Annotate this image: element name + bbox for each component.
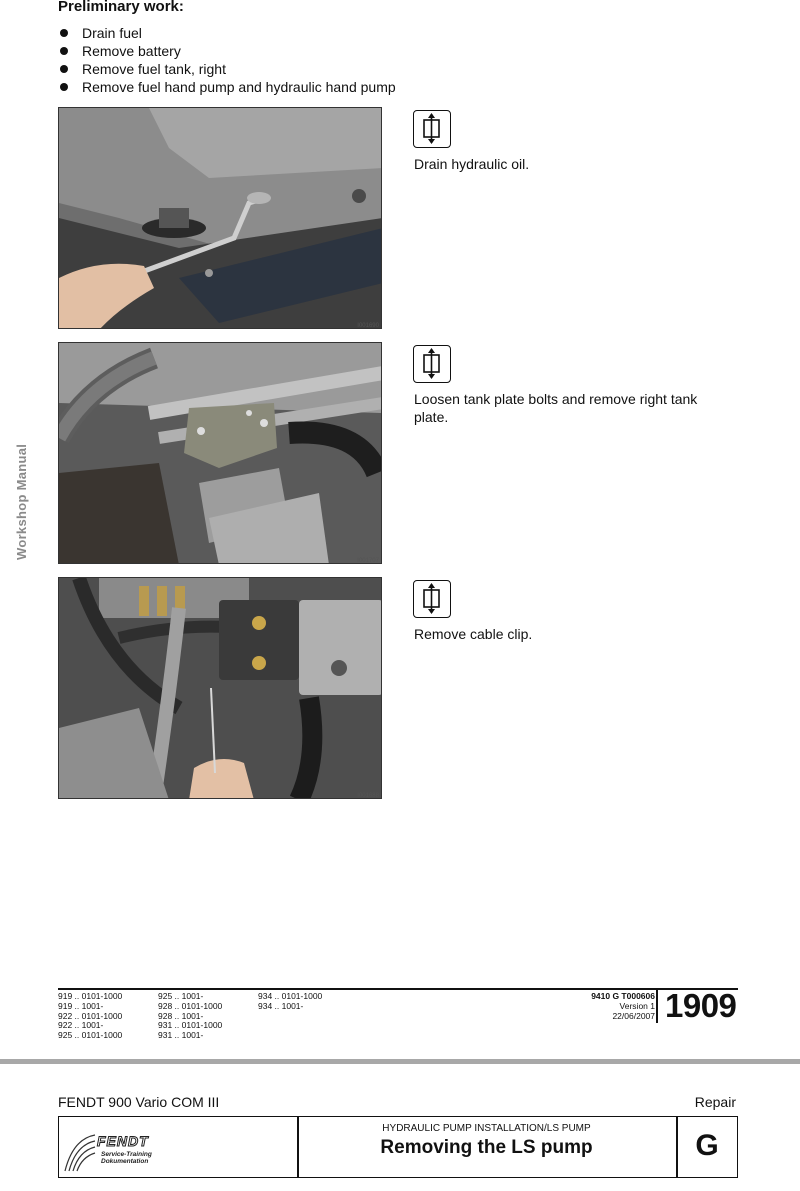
document-date: 22/06/2007 xyxy=(612,1010,655,1021)
step-action-icon xyxy=(413,580,451,618)
model-list: 934 .. 0101-1000 934 .. 1001- xyxy=(258,991,323,1011)
page-number-divider xyxy=(656,990,658,1023)
page-number: 1909 xyxy=(665,987,737,1024)
section-letter: G xyxy=(695,1129,719,1162)
step-action-icon xyxy=(413,345,451,383)
title-block xyxy=(58,1116,738,1178)
category-label: Repair xyxy=(694,1094,736,1110)
step-action-icon xyxy=(413,110,451,148)
side-label: Workshop Manual xyxy=(14,443,29,560)
step-instruction: Drain hydraulic oil. xyxy=(414,156,530,172)
list-item: Remove fuel tank, right xyxy=(60,60,396,78)
page-separator xyxy=(0,1059,800,1064)
fendt-emblem-icon xyxy=(63,1131,97,1175)
document-meta xyxy=(591,992,655,1021)
image-code: I001690 xyxy=(357,323,379,329)
step-instruction: Loosen tank plate bolts and remove right tank plate. xyxy=(414,391,698,425)
model-list: 919 .. 0101-1000 919 .. 1001- 922 .. 0101-1000 922 .. 1001- 925 .. 0101-1000 xyxy=(58,991,123,1041)
step-instruction: Remove cable clip. xyxy=(414,626,533,642)
list-item: Remove fuel hand pump and hydraulic hand pump xyxy=(60,78,396,96)
model-list: 925 .. 1001- 928 .. 0101-1000 928 .. 1001- 931 .. 0101-1000 931 .. 1001- xyxy=(158,991,223,1041)
image-code: I001688 xyxy=(357,793,379,799)
preliminary-work-list xyxy=(60,24,396,96)
document-title: Removing the LS pump xyxy=(380,1137,593,1158)
bullet-icon xyxy=(60,65,68,73)
step-photo-cable-clip xyxy=(58,577,382,799)
document-version: Version 1 xyxy=(619,1000,655,1011)
list-item: Drain fuel xyxy=(60,24,396,42)
document-number: 9410 G T000606 xyxy=(591,991,655,1001)
step-photo-tank-plate xyxy=(58,342,382,564)
bullet-icon xyxy=(60,47,68,55)
preliminary-work-heading: Preliminary work: xyxy=(58,0,184,15)
logo-subtitle: Service-Training Dokumentation xyxy=(101,1151,152,1165)
bullet-icon xyxy=(60,29,68,37)
logo-wordmark: FENDT xyxy=(97,1133,149,1149)
step-photo-drain xyxy=(58,107,382,329)
footer-rule xyxy=(58,988,738,990)
list-item: Remove battery xyxy=(60,42,396,60)
fendt-logo xyxy=(63,1131,183,1175)
image-code: I001707 xyxy=(357,558,379,564)
product-name: FENDT 900 Vario COM III xyxy=(58,1094,220,1110)
bullet-icon xyxy=(60,83,68,91)
document-subtitle: HYDRAULIC PUMP INSTALLATION/LS PUMP xyxy=(382,1123,591,1134)
